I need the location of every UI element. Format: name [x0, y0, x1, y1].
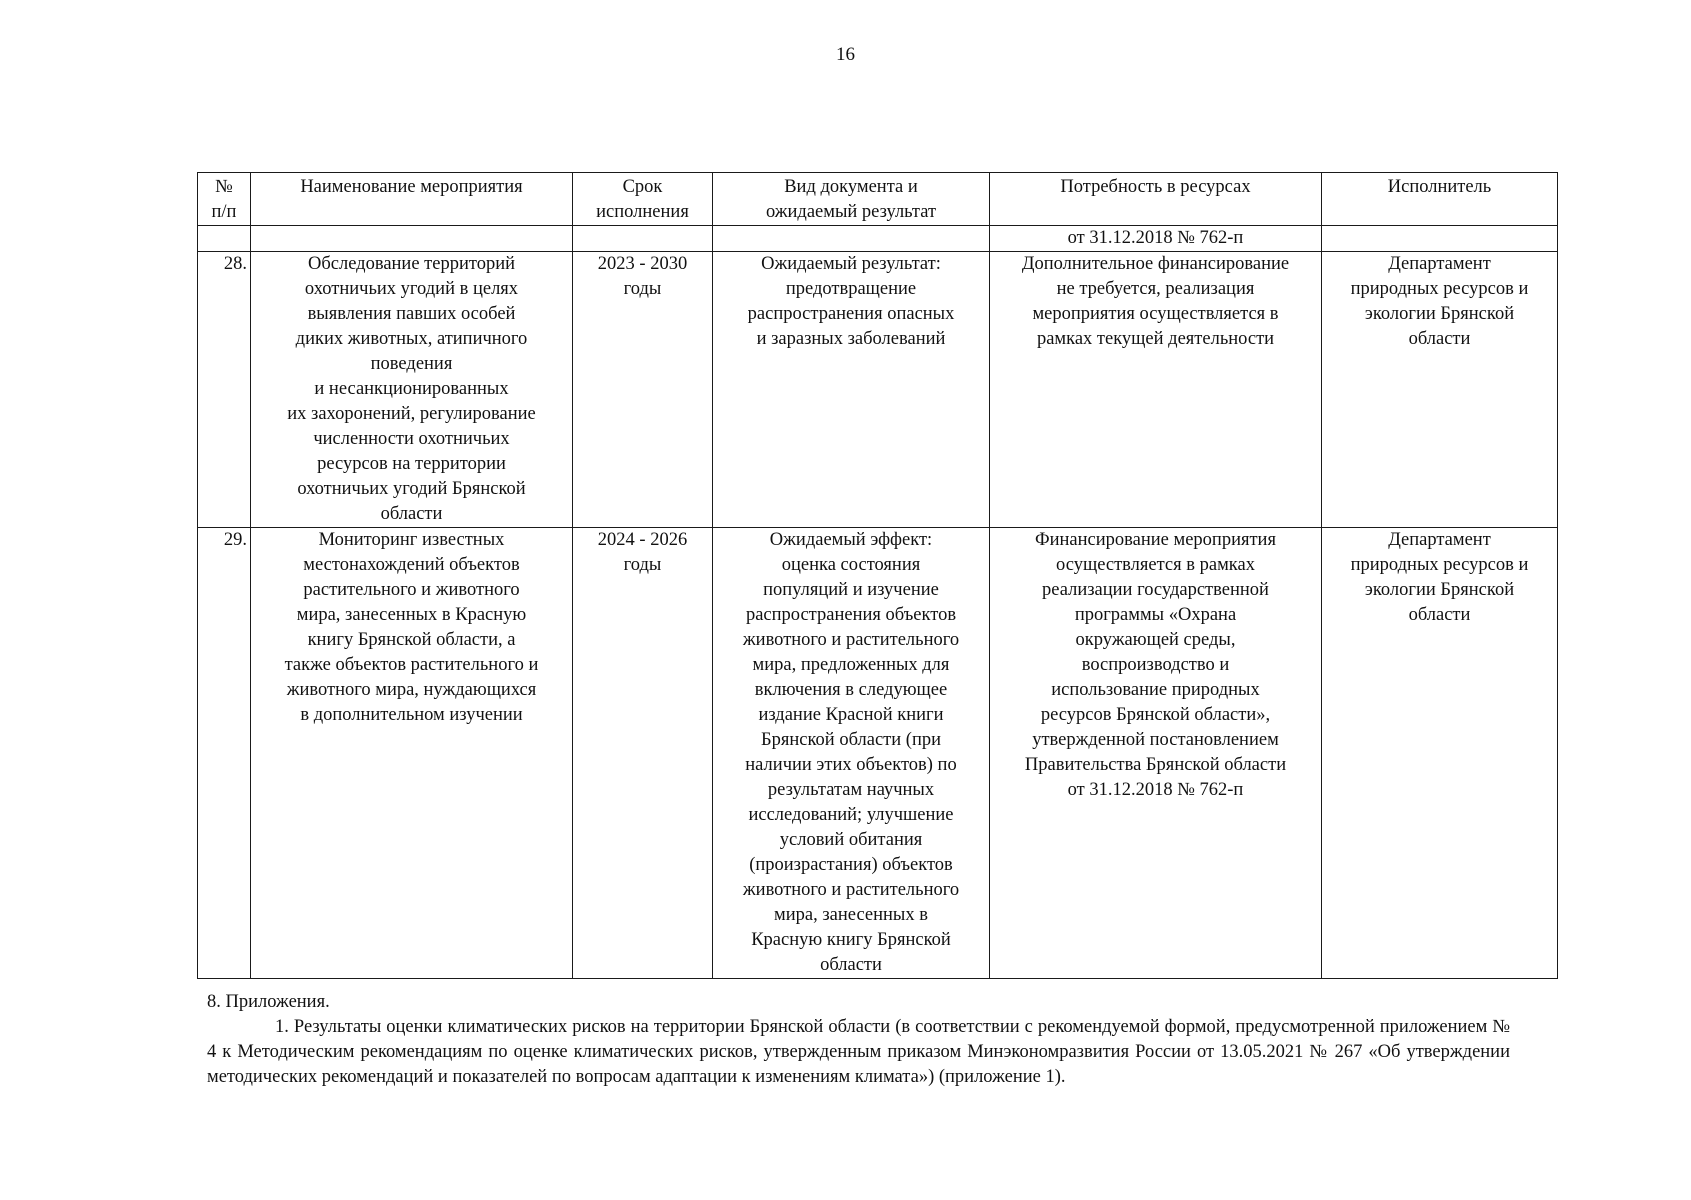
row-name — [251, 252, 573, 528]
row-doc-line: оценка состояния — [781, 555, 921, 575]
header-name-line: Наименование мероприятия — [300, 177, 523, 197]
row-resources-line: утвержденной постановлением — [1032, 730, 1279, 750]
appendix-section — [207, 990, 1510, 1090]
row-resources-line: мероприятия осуществляется в — [1032, 304, 1279, 324]
row-name-line: ресурсов на территории — [317, 454, 506, 474]
header-term-line: Срок — [622, 177, 663, 197]
header-executor-line: Исполнитель — [1387, 177, 1492, 197]
row-resources-line: от 31.12.2018 № 762-п — [1067, 780, 1244, 800]
row-name-line: области — [380, 504, 443, 524]
row-name — [251, 528, 573, 979]
row-resources-line: осуществляется в рамках — [1056, 555, 1255, 575]
row-term-line: годы — [623, 279, 662, 299]
header-num-line: № — [215, 177, 233, 197]
row-executor — [1322, 252, 1558, 528]
row-doc-line: предотвращение — [785, 279, 917, 299]
header-num-line: п/п — [211, 202, 237, 222]
header-executor — [1322, 173, 1558, 226]
row-doc-line: Ожидаемый эффект: — [769, 530, 933, 550]
row-doc-line: условий обитания — [779, 830, 923, 850]
row-name-line: растительного и животного — [303, 580, 520, 600]
table-row — [198, 528, 1558, 979]
row-doc-line: животного и растительного — [742, 880, 960, 900]
row-doc-line: мира, предложенных для — [752, 655, 950, 675]
row-resources-line: Дополнительное финансирование — [1021, 254, 1290, 274]
row-doc — [713, 528, 990, 979]
row-term-line: 2023 - 2030 — [597, 254, 688, 274]
header-resources-line: Потребность в ресурсах — [1060, 177, 1251, 197]
row-doc — [713, 252, 990, 528]
row-name-line: животного мира, нуждающихся — [286, 680, 537, 700]
page-number: 16 — [836, 44, 855, 65]
row-doc-line: издание Красной книги — [758, 705, 944, 725]
row-name-line: местонахождений объектов — [303, 555, 520, 575]
row-doc-line: животного и растительного — [742, 630, 960, 650]
row-name-line: и несанкционированных — [314, 379, 509, 399]
row-name-line: диких животных, атипичного — [295, 329, 528, 349]
row-doc-line: Красную книгу Брянской — [751, 930, 951, 950]
header-doc-line: ожидаемый результат — [765, 202, 937, 222]
row-resources-line: использование природных — [1051, 680, 1260, 700]
continuation-cell — [198, 226, 251, 252]
row-doc-line: области — [820, 955, 882, 975]
row-term — [573, 528, 713, 979]
header-num — [198, 173, 251, 226]
row-name-line: поведения — [370, 354, 453, 374]
row-name-line: их захоронений, регулирование — [287, 404, 536, 424]
row-executor-line: Департамент — [1388, 530, 1491, 550]
row-name-line: в дополнительном изучении — [300, 705, 523, 725]
row-term — [573, 252, 713, 528]
continuation-cell — [1322, 226, 1558, 252]
activities-table — [197, 172, 1558, 979]
row-doc-line: и заразных заболеваний — [756, 329, 946, 349]
row-doc-line: мира, занесенных в — [774, 905, 928, 925]
continuation-cell — [713, 226, 990, 252]
header-term — [573, 173, 713, 226]
row-executor-line: Департамент — [1388, 254, 1491, 274]
row-doc-line: распространения опасных — [747, 304, 955, 324]
header-doc — [713, 173, 990, 226]
row-executor-line: экологии Брянской — [1364, 580, 1515, 600]
row-doc-line: результатам научных — [767, 780, 935, 800]
row-resources-line: окружающей среды, — [1075, 630, 1236, 650]
row-name-line: книгу Брянской области, а — [307, 630, 516, 650]
row-executor-line: природных ресурсов и — [1350, 555, 1529, 575]
row-doc-line: наличии этих объектов) по — [745, 755, 957, 775]
row-term-line: 2024 - 2026 — [597, 530, 688, 550]
row-resources-line: программы «Охрана — [1074, 605, 1237, 625]
row-name-line: охотничьих угодий Брянской — [297, 479, 526, 499]
continuation-row — [198, 226, 1558, 252]
header-name — [251, 173, 573, 226]
continuation-cell — [573, 226, 713, 252]
header-resources — [990, 173, 1322, 226]
row-resources — [990, 252, 1322, 528]
row-executor-line: области — [1408, 329, 1471, 349]
row-num: 28. — [198, 252, 251, 528]
appendix-heading: 8. Приложения. — [207, 992, 330, 1012]
row-resources — [990, 528, 1322, 979]
row-executor-line: экологии Брянской — [1364, 304, 1515, 324]
row-resources-line: рамках текущей деятельности — [1036, 329, 1275, 349]
row-name-line: также объектов растительного и — [284, 655, 539, 675]
continuation-resources-text: от 31.12.2018 № 762-п — [1067, 228, 1244, 248]
row-executor-line: природных ресурсов и — [1350, 279, 1529, 299]
row-name-line: охотничьих угодий в целях — [304, 279, 519, 299]
header-doc-line: Вид документа и — [784, 177, 918, 197]
row-name-line: Мониторинг известных — [318, 530, 505, 550]
row-doc-line: Брянской области (при — [761, 730, 941, 750]
table-header-row — [198, 173, 1558, 226]
row-resources-line: ресурсов Брянской области», — [1040, 705, 1271, 725]
row-name-line: Обследование территорий — [307, 254, 516, 274]
row-doc-line: включения в следующее — [754, 680, 948, 700]
row-resources-line: Финансирование мероприятия — [1035, 530, 1276, 550]
header-term-line: исполнения — [596, 202, 689, 222]
continuation-cell — [251, 226, 573, 252]
row-name-line: численности охотничьих — [313, 429, 510, 449]
appendix-paragraph: 1. Результаты оценки климатических рисков на территории Брянской области (в соответствии с рекомендуемой формой, предусмотренной приложением № 4 к Методическим рекомендациям по оценке климатических рисков, утвержденным приказом Минэкономразвития России от 13.05.2021 № 267 «Об утверждении методических рекомендаций и показателей по вопросам адаптации к изменениям климата») (приложение 1). — [207, 1017, 1510, 1087]
row-doc-line: популяций и изучение — [763, 580, 939, 600]
row-executor — [1322, 528, 1558, 979]
row-term-line: годы — [623, 555, 662, 575]
row-num: 29. — [198, 528, 251, 979]
row-resources-line: не требуется, реализация — [1056, 279, 1255, 299]
row-resources-line: воспроизводство и — [1081, 655, 1230, 675]
row-resources-line: реализации государственной — [1042, 580, 1269, 600]
table-row — [198, 252, 1558, 528]
row-doc-line: распространения объектов — [745, 605, 957, 625]
row-name-line: выявления павших особей — [307, 304, 516, 324]
row-resources-line: Правительства Брянской области — [1024, 755, 1287, 775]
continuation-resources-cell — [990, 226, 1322, 252]
row-doc-line: Ожидаемый результат: — [761, 254, 941, 274]
row-name-line: мира, занесенных в Красную — [296, 605, 527, 625]
row-executor-line: области — [1408, 605, 1471, 625]
row-doc-line: (произрастания) объектов — [749, 855, 953, 875]
row-doc-line: исследований; улучшение — [748, 805, 954, 825]
